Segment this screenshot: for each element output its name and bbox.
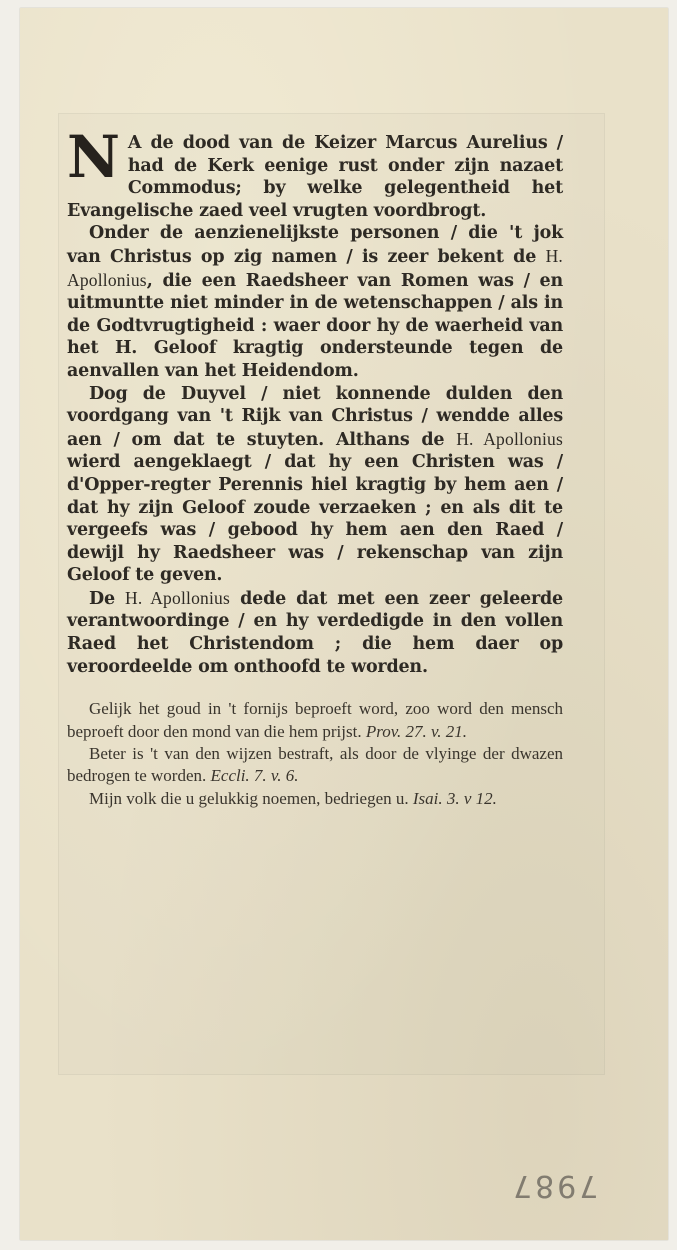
document-text xyxy=(67,123,564,810)
saint-name: H. Apollonius xyxy=(456,428,564,449)
saint-name: H. Apollonius xyxy=(125,587,231,608)
verse-reference: Prov. 27. v. 21. xyxy=(365,721,468,741)
paragraph-1-text: A de dood van de Keizer Marcus Aurelius / had de Kerk eenige rust onder zijn nazaet Commodus; by welke gelegentheid het Evangelische zaed veel vrugten voordbrogt. xyxy=(67,133,563,221)
verse-text: Gelijk het goud in 't fornijs beproeft word, zoo word den mensch beproeft door den mond van die hem prijst. xyxy=(67,699,563,741)
verse-text: Beter is 't van den wijzen bestraft, als door de vlyinge der dwazen bedrogen te worden. xyxy=(67,744,563,786)
paragraph-4 xyxy=(67,587,563,678)
paragraph-2 xyxy=(67,222,563,382)
paragraph-3-text-a: Dog de Duyvel / niet konnende dulden den voordgang van 't Rijk van Christus / wendde alles aen / om dat te stuyten. Althans de xyxy=(67,383,563,450)
verse-reference: Isai. 3. v 12. xyxy=(412,788,497,808)
saint-name: H. Apollonius xyxy=(67,245,563,290)
verse-text: Mijn volk die u gelukkig noemen, bedriegen u. xyxy=(89,788,413,808)
verse-reference: Eccli. 7. v. 6. xyxy=(210,766,299,786)
paragraph-2-text-b: , die een Raedsheer van Romen was / en uitmuntte niet minder in de wetenschappen / als in de Godtvrugtigheid : waer door hy de waerheid van het H. Geloof kragtig onderstеunde tegen de aenvallen van het Heidendom. xyxy=(67,270,563,381)
paragraph-3-text-b: wierd aengeklaegt / dat hy een Christen was / d'Opper-regter Perennis hiel kragtig by hem aen / dat hy zijn Geloof zoude verzaeken ; en als dit te vergeefs was / gebood hy hem aen den Raed / dewijl hy Raedsheer was / rekenschap van zijn Geloof te geven. xyxy=(67,452,563,586)
narrative-text xyxy=(67,123,564,678)
paragraph-2-text-a: Onder de aenzienelijkste personen / die 't jok van Christus op zig namen / is zeer bekent de xyxy=(67,223,563,267)
verse xyxy=(67,788,563,810)
handwritten-inventory-number: 7987 xyxy=(510,1168,599,1203)
scripture-verses xyxy=(67,698,563,810)
verse xyxy=(67,698,563,743)
paragraph-1 xyxy=(67,123,563,222)
paragraph-3 xyxy=(67,383,563,587)
paragraph-4-text-a: De xyxy=(89,588,125,609)
paragraph-4-text-b: dede dat met een zeer geleerde verantwoordinge / en hy verdedigde in den vollen Raed het Christendom ; die hem daer op veroordeelde om onthoofd te worden. xyxy=(67,588,563,677)
drop-cap: N xyxy=(67,123,120,191)
verse xyxy=(67,743,563,788)
